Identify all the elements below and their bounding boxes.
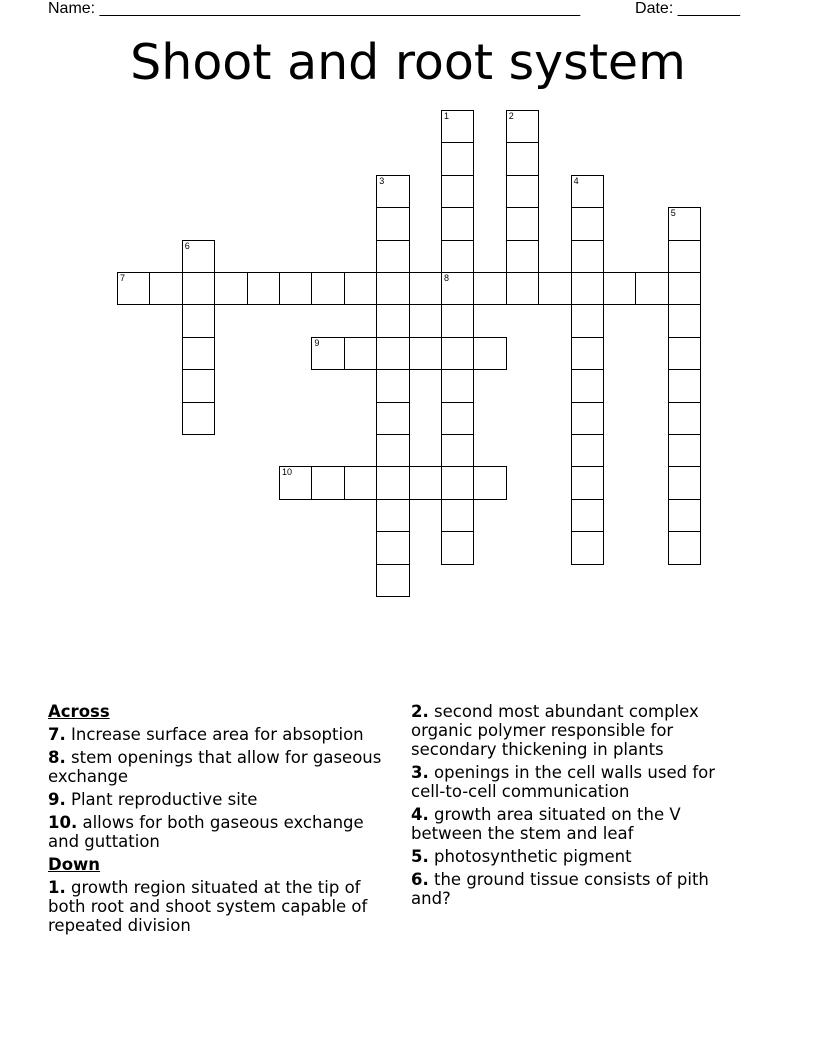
grid-cell[interactable] bbox=[571, 207, 604, 240]
clue-text: growth region situated at the tip of both root and shoot system capable of repeated division bbox=[48, 878, 368, 935]
clue-number: 7. bbox=[48, 725, 66, 744]
grid-cell[interactable] bbox=[182, 402, 215, 435]
clue-number: 3. bbox=[411, 763, 429, 782]
grid-cell[interactable] bbox=[668, 240, 701, 273]
grid-cell[interactable] bbox=[538, 272, 571, 305]
clue-down-3 bbox=[411, 763, 751, 801]
grid-cell[interactable] bbox=[506, 142, 539, 175]
grid-cell[interactable] bbox=[214, 272, 247, 305]
grid-cell[interactable] bbox=[603, 272, 636, 305]
date-field[interactable]: Date: _______ bbox=[635, 0, 740, 17]
grid-cell[interactable] bbox=[311, 337, 344, 370]
clue-down-4 bbox=[411, 805, 751, 843]
grid-cell[interactable] bbox=[571, 499, 604, 532]
grid-cell[interactable] bbox=[441, 110, 474, 143]
grid-cell[interactable] bbox=[506, 207, 539, 240]
grid-cell[interactable] bbox=[182, 272, 215, 305]
clue-number: 4. bbox=[411, 805, 429, 824]
grid-cell[interactable] bbox=[571, 175, 604, 208]
grid-cell[interactable] bbox=[409, 272, 442, 305]
clues-right-column bbox=[411, 702, 751, 912]
clue-text: openings in the cell walls used for cell-to-cell communication bbox=[411, 763, 716, 801]
grid-cell[interactable] bbox=[344, 337, 377, 370]
grid-cell[interactable] bbox=[182, 240, 215, 273]
grid-cell[interactable] bbox=[376, 499, 409, 532]
grid-cell[interactable] bbox=[441, 304, 474, 337]
grid-cell[interactable] bbox=[441, 337, 474, 370]
grid-cell[interactable] bbox=[668, 499, 701, 532]
grid-cell[interactable] bbox=[668, 434, 701, 467]
grid-cell[interactable] bbox=[441, 434, 474, 467]
name-field[interactable]: Name: ______________________________________________________ bbox=[48, 0, 581, 17]
clue-text: growth area situated on the V between the stem and leaf bbox=[411, 805, 681, 843]
grid-cell[interactable] bbox=[668, 272, 701, 305]
grid-cell[interactable] bbox=[571, 531, 604, 564]
clues-left-column bbox=[48, 702, 392, 939]
grid-cell[interactable] bbox=[182, 337, 215, 370]
clue-across-10 bbox=[48, 813, 392, 851]
grid-cell[interactable] bbox=[668, 402, 701, 435]
grid-cell[interactable] bbox=[344, 466, 377, 499]
grid-cell[interactable] bbox=[149, 272, 182, 305]
grid-cell[interactable] bbox=[571, 240, 604, 273]
grid-cell[interactable] bbox=[279, 466, 312, 499]
grid-cell[interactable] bbox=[441, 531, 474, 564]
grid-cell[interactable] bbox=[376, 564, 409, 597]
clue-text: Plant reproductive site bbox=[71, 790, 258, 809]
clue-across-8 bbox=[48, 748, 392, 786]
cell-number: 4 bbox=[573, 175, 579, 186]
clue-number: 1. bbox=[48, 878, 66, 897]
grid-cell[interactable] bbox=[506, 240, 539, 273]
clue-text: the ground tissue consists of pith and? bbox=[411, 870, 709, 908]
grid-cell[interactable] bbox=[409, 466, 442, 499]
grid-cell[interactable] bbox=[473, 466, 506, 499]
grid-cell[interactable] bbox=[571, 337, 604, 370]
cell-number: 3 bbox=[379, 175, 385, 186]
grid-cell[interactable] bbox=[376, 369, 409, 402]
grid-cell[interactable] bbox=[441, 369, 474, 402]
grid-cell[interactable] bbox=[441, 402, 474, 435]
cell-number: 1 bbox=[444, 111, 450, 121]
grid-cell[interactable] bbox=[668, 369, 701, 402]
clue-number: 2. bbox=[411, 702, 429, 721]
cell-number: 9 bbox=[314, 337, 320, 348]
grid-cell[interactable] bbox=[635, 272, 668, 305]
grid-cell[interactable] bbox=[441, 207, 474, 240]
grid-cell[interactable] bbox=[376, 402, 409, 435]
clue-number: 6. bbox=[411, 870, 429, 889]
clue-down-1 bbox=[48, 878, 392, 935]
clue-down-6 bbox=[411, 870, 751, 908]
grid-cell[interactable] bbox=[473, 337, 506, 370]
clue-number: 8. bbox=[48, 748, 66, 767]
grid-cell[interactable] bbox=[441, 466, 474, 499]
cell-number: 10 bbox=[282, 467, 293, 478]
grid-cell[interactable] bbox=[311, 272, 344, 305]
clue-text: stem openings that allow for gaseous exchange bbox=[48, 748, 382, 786]
grid-cell[interactable] bbox=[376, 531, 409, 564]
header bbox=[48, 0, 744, 20]
cell-number: 7 bbox=[120, 273, 126, 283]
grid-cell[interactable] bbox=[571, 304, 604, 337]
clue-number: 10. bbox=[48, 813, 78, 832]
grid-cell[interactable] bbox=[506, 110, 539, 143]
grid-cell[interactable] bbox=[668, 304, 701, 337]
grid-cell[interactable] bbox=[668, 337, 701, 370]
grid-cell[interactable] bbox=[182, 304, 215, 337]
clue-number: 5. bbox=[411, 847, 429, 866]
grid-cell[interactable] bbox=[409, 337, 442, 370]
grid-cell[interactable] bbox=[376, 175, 409, 208]
grid-cell[interactable] bbox=[376, 240, 409, 273]
grid-cell[interactable] bbox=[571, 272, 604, 305]
grid-cell[interactable] bbox=[279, 272, 312, 305]
grid-cell[interactable] bbox=[376, 466, 409, 499]
clue-text: photosynthetic pigment bbox=[434, 847, 632, 866]
cell-number: 5 bbox=[670, 208, 676, 219]
grid-cell[interactable] bbox=[441, 499, 474, 532]
grid-cell[interactable] bbox=[506, 272, 539, 305]
grid-cell[interactable] bbox=[571, 369, 604, 402]
grid-cell[interactable] bbox=[668, 531, 701, 564]
clue-across-9 bbox=[48, 790, 392, 809]
grid-cell[interactable] bbox=[571, 466, 604, 499]
grid-cell[interactable] bbox=[668, 207, 701, 240]
clue-text: Increase surface area for absoption bbox=[71, 725, 364, 744]
grid-cell[interactable] bbox=[473, 272, 506, 305]
grid-cell[interactable] bbox=[344, 272, 377, 305]
grid-cell[interactable] bbox=[376, 337, 409, 370]
grid-cell[interactable] bbox=[441, 142, 474, 175]
grid-cell[interactable] bbox=[441, 272, 474, 305]
clue-across-7 bbox=[48, 725, 392, 744]
across-heading: Across bbox=[48, 702, 110, 721]
grid-cell[interactable] bbox=[441, 175, 474, 208]
cell-number: 8 bbox=[444, 273, 450, 283]
down-heading: Down bbox=[48, 855, 101, 874]
grid-cell[interactable] bbox=[668, 466, 701, 499]
grid-cell[interactable] bbox=[441, 240, 474, 273]
page-title: Shoot and root system bbox=[130, 34, 686, 91]
grid-cell[interactable] bbox=[571, 434, 604, 467]
cell-number: 2 bbox=[508, 111, 514, 121]
clue-number: 9. bbox=[48, 790, 66, 809]
cell-number: 6 bbox=[184, 240, 190, 251]
grid-cell[interactable] bbox=[247, 272, 280, 305]
grid-cell[interactable] bbox=[571, 402, 604, 435]
grid-cell[interactable] bbox=[311, 466, 344, 499]
clue-down-2 bbox=[411, 702, 751, 759]
grid-cell[interactable] bbox=[506, 175, 539, 208]
grid-cell[interactable] bbox=[376, 304, 409, 337]
grid-cell[interactable] bbox=[376, 434, 409, 467]
grid-cell[interactable] bbox=[182, 369, 215, 402]
grid-cell[interactable] bbox=[376, 272, 409, 305]
clue-down-5 bbox=[411, 847, 751, 866]
clue-text: allows for both gaseous exchange and guttation bbox=[48, 813, 364, 851]
clue-text: second most abundant complex organic polymer responsible for secondary thickening in plants bbox=[411, 702, 699, 759]
grid-cell[interactable] bbox=[376, 207, 409, 240]
grid-cell[interactable] bbox=[117, 272, 150, 305]
